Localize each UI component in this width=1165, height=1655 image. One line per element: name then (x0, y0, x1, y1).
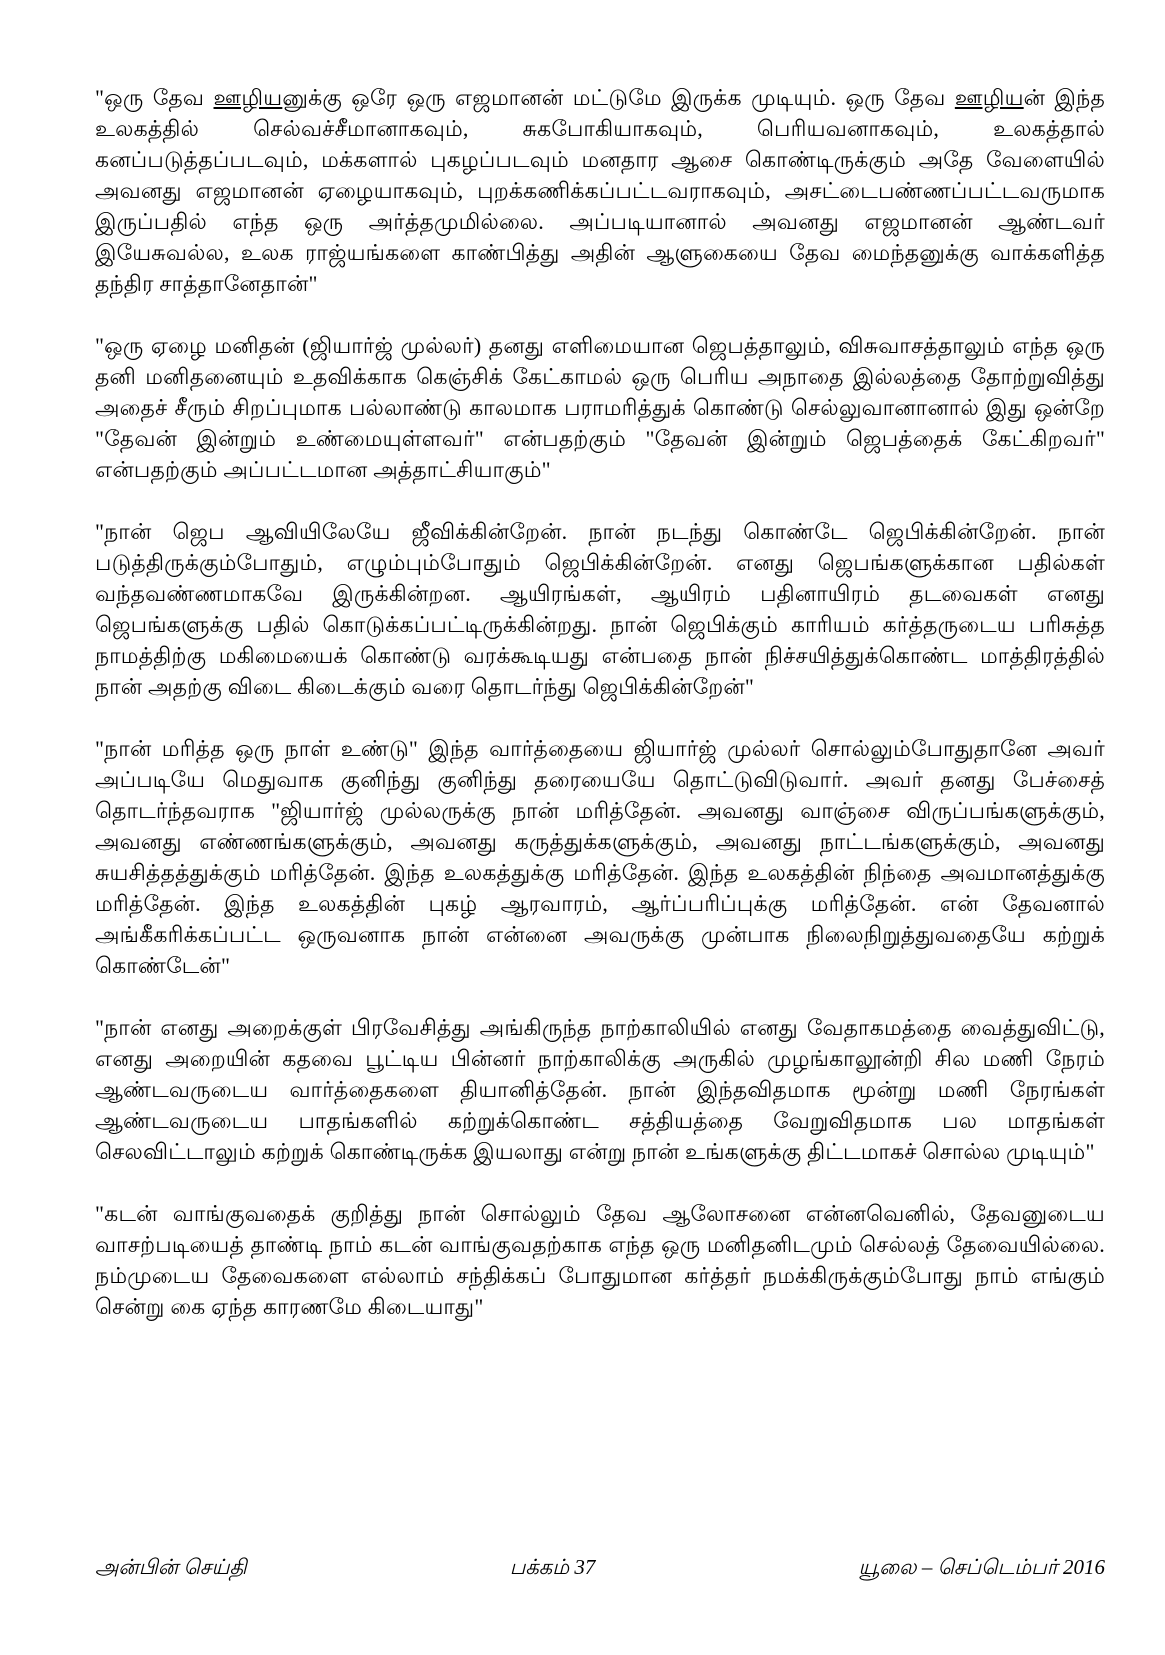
footer-magazine-title: அன்பின் செய்தி (95, 1555, 247, 1579)
paragraph-1-text-b: னுக்கு ஒரே ஒரு எஜமானன் மட்டுமே இருக்க முடியும். ஒரு தேவ (282, 85, 955, 110)
paragraph-1-underlined-word-b: ஊழிய (954, 85, 1024, 110)
page-content (95, 82, 1105, 1322)
paragraph-1-underlined-word-a: ஊழிய (213, 85, 283, 110)
page-footer (95, 1552, 1105, 1582)
paragraph-1-text-c: ன் இந்த உலகத்தில் செல்வச்சீமானாகவும், சுகபோகியாகவும், பெரியவனாகவும், உலகத்தால் கனப்படுத்தப்படவும், மக்களால் புகழப்படவும் மனதார ஆசை கொண்டிருக்கும் அதே வேளையில் அவனது எஜமானன் ஏழையாகவும், புறக்கணிக்கப்பட்டவராகவும், அசட்டைபண்ணப்பட்டவருமாக இருப்பதில் எந்த ஒரு அர்த்தமுமில்லை. அப்படியானால் அவனது எஜமானன் ஆண்டவர் இயேசுவல்ல, உலக ராஜ்யங்களை காண்பித்து அதின் ஆளுகையை தேவ மைந்தனுக்கு வாக்களித்த தந்திர சாத்தானேதான்" (95, 85, 1105, 296)
paragraph-1-text-a: "ஒரு தேவ (95, 85, 214, 110)
quote-paragraph-4: "நான் மரித்த ஒரு நாள் உண்டு" இந்த வார்த்தையை ஜியார்ஜ் முல்லர் சொல்லும்போதுதானே அவர் அப்படியே மெதுவாக குனிந்து குனிந்து தரையையே தொட்டுவிடுவார். அவர் தனது பேச்சைத் தொடர்ந்தவராக "ஜியார்ஜ் முல்லருக்கு நான் மரித்தேன். அவனது வாஞ்சை விருப்பங்களுக்கும், அவனது எண்ணங்களுக்கும், அவனது கருத்துக்களுக்கும், அவனது நாட்டங்களுக்கும், அவனது சுயசித்தத்துக்கும் மரித்தேன். இந்த உலகத்துக்கு மரித்தேன். இந்த உலகத்தின் நிந்தை அவமானத்துக்கு மரித்தேன். இந்த உலகத்தின் புகழ் ஆரவாரம், ஆர்ப்பரிப்புக்கு மரித்தேன். என் தேவனால் அங்கீகரிக்கப்பட்ட ஒருவனாக நான் என்னை அவருக்கு முன்பாக நிலைநிறுத்துவதையே கற்றுக் கொண்டேன்" (95, 736, 1105, 978)
quote-paragraph-6: "கடன் வாங்குவதைக் குறித்து நான் சொல்லும் தேவ ஆலோசனை என்னவெனில், தேவனுடைய வாசற்படியைத் தாண்டி நாம் கடன் வாங்குவதற்காக எந்த ஒரு மனிதனிடமும் செல்லத் தேவையில்லை. நம்முடைய தேவைகளை எல்லாம் சந்திக்கப் போதுமான கர்த்தர் நமக்கிருக்கும்போது நாம் எங்கும் சென்று கை ஏந்த காரணமே கிடையாது" (95, 1201, 1105, 1319)
quote-paragraph-1 (95, 82, 1105, 299)
quote-paragraph-3: "நான் ஜெப ஆவியிலேயே ஜீவிக்கின்றேன். நான் நடந்து கொண்டே ஜெபிக்கின்றேன். நான் படுத்திருக்கும்போதும், எழும்பும்போதும் ஜெபிக்கின்றேன். எனது ஜெபங்களுக்கான பதில்கள் வந்தவண்ணமாகவே இருக்கின்றன. ஆயிரங்கள், ஆயிரம் பதினாயிரம் தடவைகள் எனது ஜெபங்களுக்கு பதில் கொடுக்கப்பட்டிருக்கின்றது. நான் ஜெபிக்கும் காரியம் கர்த்தருடைய பரிசுத்த நாமத்திற்கு மகிமையைக் கொண்டு வரக்கூடியது என்பதை நான் நிச்சயித்துக்கொண்ட மாத்திரத்தில் நான் அதற்கு விடை கிடைக்கும் வரை தொடர்ந்து ஜெபிக்கின்றேன்" (95, 519, 1105, 699)
quote-paragraph-5: "நான் எனது அறைக்குள் பிரவேசித்து அங்கிருந்த நாற்காலியில் எனது வேதாகமத்தை வைத்துவிட்டு, எனது அறையின் கதவை பூட்டிய பின்னர் நாற்காலிக்கு அருகில் முழங்காலூன்றி சில மணி நேரம் ஆண்டவருடைய வார்த்தைகளை தியானித்தேன். நான் இந்தவிதமாக மூன்று மணி நேரங்கள் ஆண்டவருடைய பாதங்களில் கற்றுக்கொண்ட சத்தியத்தை வேறுவிதமாக பல மாதங்கள் செலவிட்டாலும் கற்றுக் கொண்டிருக்க இயலாது என்று நான் உங்களுக்கு திட்டமாகச் சொல்ல முடியும்" (95, 1015, 1105, 1164)
footer-page-number: பக்கம் 37 (509, 1555, 596, 1579)
quote-paragraph-2: "ஒரு ஏழை மனிதன் (ஜியார்ஜ் முல்லர்) தனது எளிமையான ஜெபத்தாலும், விசுவாசத்தாலும் எந்த ஒரு தனி மனிதனையும் உதவிக்காக கெஞ்சிக் கேட்காமல் ஒரு பெரிய அநாதை இல்லத்தை தோற்றுவித்து அதைச் சீரும் சிறப்புமாக பல்லாண்டு காலமாக பராமரித்துக் கொண்டு செல்லுவானானால் இது ஒன்றே "தேவன் இன்றும் உண்மையுள்ளவர்" என்பதற்கும் "தேவன் இன்றும் ஜெபத்தைக் கேட்கிறவர்" என்பதற்கும் அப்பட்டமான அத்தாட்சியாகும்" (95, 333, 1105, 482)
footer-issue-date: யூலை – செப்டெம்பர் 2016 (858, 1555, 1105, 1579)
